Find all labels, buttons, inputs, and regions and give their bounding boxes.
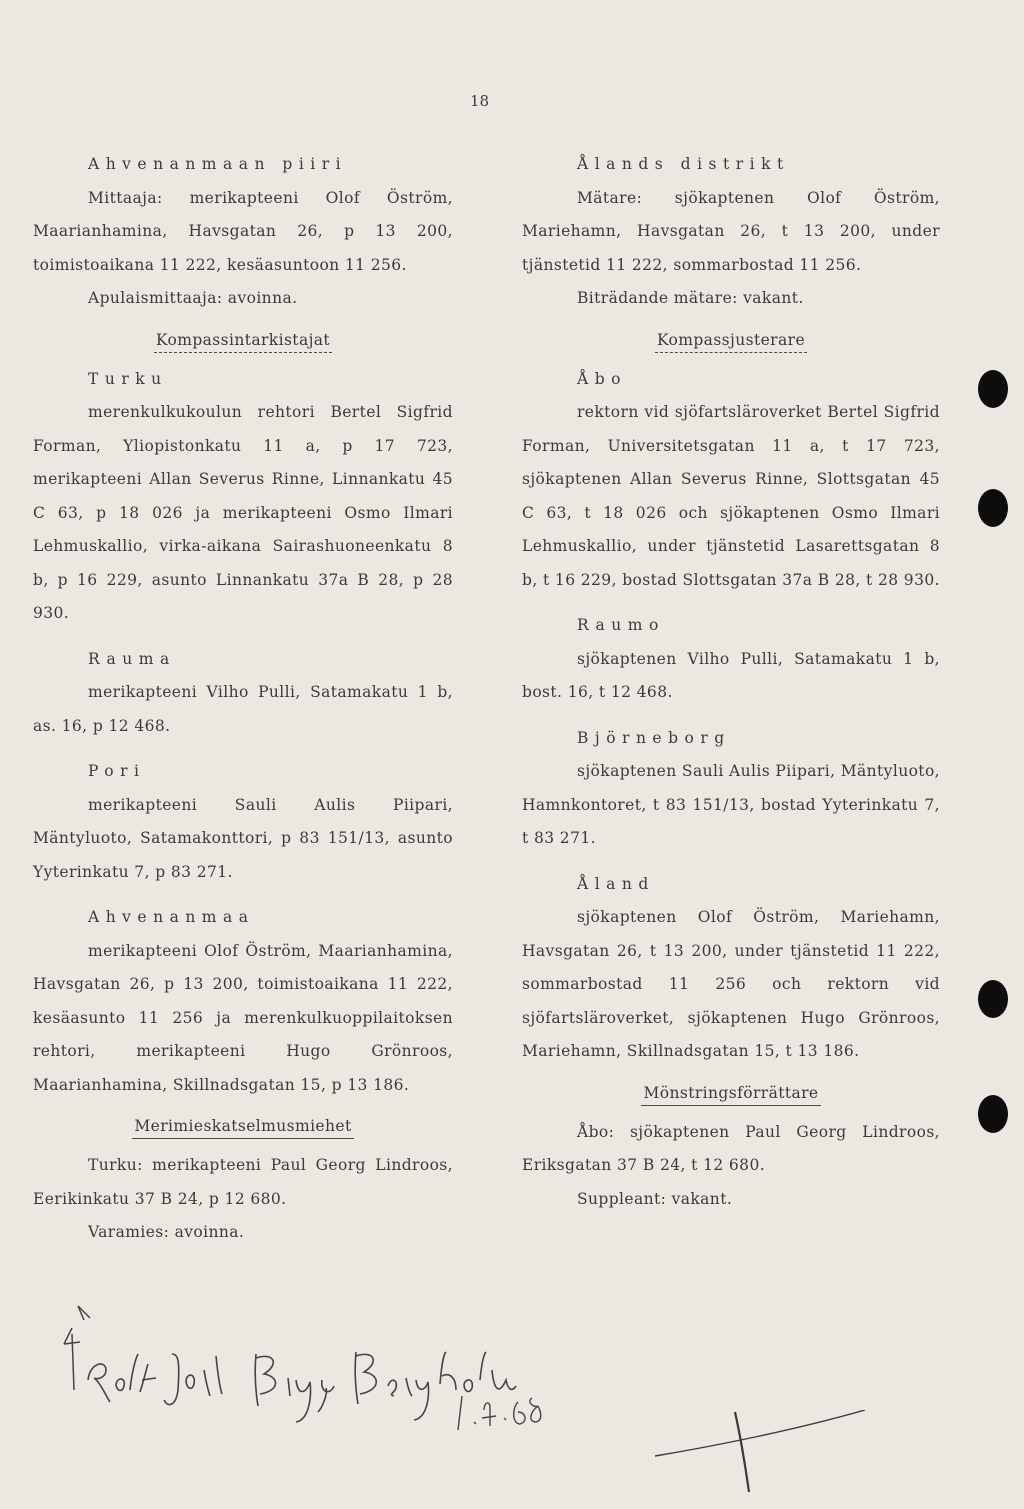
region-measurer-text: Mittaaja: merikapteeni Olof Öström, Maarianhamina, Havsgatan 26, p 13 200, toimistoaikana 11 222, kesäasuntoon 11 256.: [33, 188, 453, 274]
ahvenanmaa-title: Ahvenanmaa: [88, 908, 255, 926]
pori-text: merikapteeni Sauli Aulis Piipari, Mäntyluoto, Satamakonttori, p 83 151/13, asunto Yyterinkatu 7, p 83 271.: [33, 795, 453, 881]
raumo-title: Raumo: [577, 616, 665, 634]
region-heading: Ahvenanmaan piiri: [88, 155, 348, 173]
abo-text: rektorn vid sjöfartsläroverket Bertel Sigfrid Forman, Universitetsgatan 11 a, t 17 723, sjökaptenen Allan Severus Rinne, Slottsgatan 45 C 63, t 18 026 och sjökaptenen Osmo Ilmari Lehmuskallio, under tjänstetid Lasarettsgatan 8 b, t 16 229, bostad Slottsgatan 37a B 28, t 28 930.: [522, 403, 940, 589]
region-measurer-text: Mätare: sjökaptenen Olof Öström, Mariehamn, Havsgatan 26, t 13 200, under tjänstetid 11 222, sommarbostad 11 256.: [522, 188, 940, 274]
pori-title: Pori: [88, 762, 146, 780]
binder-hole: [978, 980, 1008, 1018]
compass-adjusters-heading: Kompassjusterare: [655, 330, 807, 353]
mustering-officer-text: Åbo: sjökaptenen Paul Georg Lindroos, Eriksgatan 37 B 24, t 12 680.: [522, 1122, 940, 1174]
finnish-column: [33, 148, 453, 1250]
pen-stroke-mark: [655, 1410, 875, 1504]
aland-title: Åland: [577, 874, 655, 893]
handwriting-svg: [60, 1350, 560, 1450]
seamen-officers-heading: Merimieskatselmusmiehet: [132, 1116, 353, 1139]
region-heading: Ålands distrikt: [577, 155, 790, 173]
mustering-officers-heading: Mönstringsförrättare: [641, 1083, 820, 1106]
binder-hole: [978, 1095, 1008, 1133]
handwritten-annotation: [60, 1350, 560, 1454]
bjorneborg-title: Björneborg: [577, 728, 731, 747]
region-assistant-text: Biträdande mätare: vakant.: [577, 289, 804, 307]
region-assistant-text: Apulaismittaaja: avoinna.: [88, 289, 298, 307]
turku-text: merenkulkukoulun rehtori Bertel Sigfrid Forman, Yliopistonkatu 11 a, p 17 723, merikapteeni Allan Severus Rinne, Linnankatu 45 C 63, p 18 026 ja merikapteeni Osmo Ilmari Lehmuskallio, virka-aikana Sairashuoneenkatu 8 b, p 16 229, asunto Linnankatu 37a B 28, p 28 930.: [33, 403, 453, 622]
rauma-title: Rauma: [88, 649, 176, 668]
bjorneborg-text: sjökaptenen Sauli Aulis Piipari, Mäntyluoto, Hamnkontoret, t 83 151/13, bostad Yyterinkatu 7, t 83 271.: [522, 762, 940, 847]
swedish-column: [522, 148, 940, 1216]
ahvenanmaa-text: merikapteeni Olof Öström, Maarianhamina, Havsgatan 26, p 13 200, toimistoaikana 11 222, kesäasunto 11 256 ja merenkulkuoppilaitoksen rehtori, merikapteeni Hugo Grönroos, Maarianhamina, Skillnadsgatan 15, p 13 186.: [33, 941, 453, 1094]
binder-hole: [978, 489, 1008, 527]
page-number: 18: [470, 92, 490, 110]
abo-title: Åbo: [577, 369, 627, 388]
deputy-text: Suppleant: vakant.: [577, 1189, 733, 1208]
turku-title: Turku: [88, 369, 168, 388]
raumo-text: sjökaptenen Vilho Pulli, Satamakatu 1 b, bost. 16, t 12 468.: [522, 649, 940, 701]
compass-adjusters-heading: Kompassintarkistajat: [154, 330, 332, 353]
rauma-text: merikapteeni Vilho Pulli, Satamakatu 1 b, as. 16, p 12 468.: [33, 683, 453, 735]
deputy-text: Varamies: avoinna.: [88, 1223, 245, 1241]
seamen-officer-text: Turku: merikapteeni Paul Georg Lindroos, Eerikinkatu 37 B 24, p 12 680.: [33, 1156, 453, 1208]
aland-text: sjökaptenen Olof Öström, Mariehamn, Havsgatan 26, t 13 200, under tjänstetid 11 222, sommarbostad 11 256 och rektorn vid sjöfartsläroverket, sjökaptenen Hugo Grönroos, Mariehamn, Skillnadsgatan 15, t 13 186.: [522, 908, 940, 1060]
binder-hole: [978, 370, 1008, 408]
